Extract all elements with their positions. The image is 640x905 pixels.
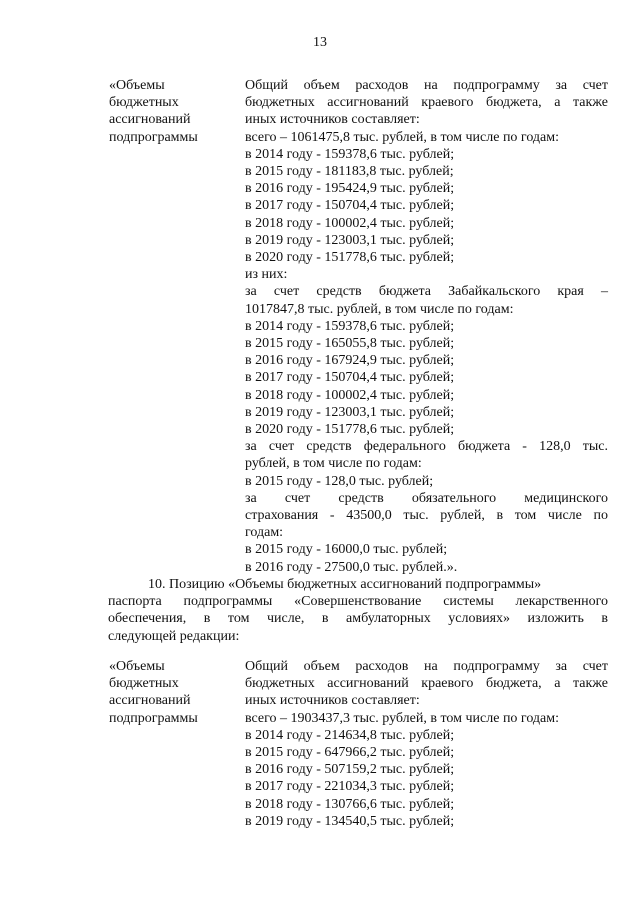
text-line: в 2015 году - 128,0 тыс. рублей; <box>245 473 434 489</box>
text-line: в 2020 году - 151778,6 тыс. рублей; <box>245 250 455 266</box>
text-line: иных источников составляет: <box>245 693 420 709</box>
text-line: в 2020 году - 151778,6 тыс. рублей; <box>245 422 455 438</box>
text-line: бюджетных <box>109 95 179 111</box>
section-label <box>109 77 229 146</box>
text-line: Общий объем расходов на подпрограмму за счет <box>245 78 608 93</box>
text-line: в 2017 году - 150704,4 тыс. рублей; <box>245 198 455 214</box>
text-line: в 2015 году - 647966,2 тыс. рублей; <box>245 745 455 761</box>
text-line: бюджетных ассигнований краевого бюджета, а также <box>245 95 608 111</box>
text-line: страхования - 43500,0 тыс. рублей, в том числе по <box>245 508 608 524</box>
section-label <box>109 658 229 727</box>
text-line: из них: <box>245 267 288 283</box>
paragraph-10 <box>108 576 608 645</box>
text-line: ассигнований <box>109 112 191 128</box>
text-line: в 2019 году - 134540,5 тыс. рублей; <box>245 813 455 829</box>
text-line: в 2017 году - 150704,4 тыс. рублей; <box>245 370 455 386</box>
text-line: «Объемы <box>109 659 165 674</box>
text-line: за счет средств бюджета Забайкальского края – <box>245 284 608 300</box>
text-line: всего – 1903437,3 тыс. рублей, в том числе по годам: <box>245 710 560 726</box>
section-content <box>245 658 608 830</box>
text-line: обеспечения, в том числе, в амбулаторных условиях» изложить в <box>108 611 608 627</box>
page-number: 13 <box>313 35 327 50</box>
text-line: в 2014 году - 159378,6 тыс. рублей; <box>245 318 455 334</box>
text-line: в 2015 году - 16000,0 тыс. рублей; <box>245 542 448 558</box>
text-line: в 2014 году - 214634,8 тыс. рублей; <box>245 727 455 743</box>
text-line: 1017847,8 тыс. рублей, в том числе по годам: <box>245 301 514 317</box>
text-line: в 2016 году - 27500,0 тыс. рублей.». <box>245 559 458 575</box>
text-line: в 2018 году - 130766,6 тыс. рублей; <box>245 796 455 812</box>
text-line: ассигнований <box>109 693 191 709</box>
text-line: в 2018 году - 100002,4 тыс. рублей; <box>245 215 455 231</box>
text-line: в 2018 году - 100002,4 тыс. рублей; <box>245 387 455 403</box>
text-line: «Объемы <box>109 78 165 93</box>
text-line: в 2016 году - 507159,2 тыс. рублей; <box>245 762 455 778</box>
text-line: в 2016 году - 167924,9 тыс. рублей; <box>245 353 455 369</box>
text-line: следующей редакции: <box>108 628 240 644</box>
text-line: подпрограммы <box>109 129 198 145</box>
text-line: за счет средств федерального бюджета - 128,0 тыс. <box>245 439 608 455</box>
text-line: в 2015 году - 181183,8 тыс. рублей; <box>245 164 454 180</box>
text-line: в 2019 году - 123003,1 тыс. рублей; <box>245 404 455 420</box>
text-line: Общий объем расходов на подпрограмму за счет <box>245 659 608 674</box>
text-line: в 2014 году - 159378,6 тыс. рублей; <box>245 146 455 162</box>
text-line: всего – 1061475,8 тыс. рублей, в том числе по годам: <box>245 129 560 145</box>
text-line: рублей, в том числе по годам: <box>245 456 422 472</box>
text-line: бюджетных ассигнований краевого бюджета, а также <box>245 676 608 692</box>
text-line: в 2016 году - 195424,9 тыс. рублей; <box>245 181 455 197</box>
section-content <box>245 77 608 576</box>
text-line: в 2019 году - 123003,1 тыс. рублей; <box>245 232 455 248</box>
text-line: в 2017 году - 221034,3 тыс. рублей; <box>245 779 455 795</box>
text-line: в 2015 году - 165055,8 тыс. рублей; <box>245 336 455 352</box>
text-line: за счет средств обязательного медицинского <box>245 490 608 506</box>
text-line: 10. Позицию «Объемы бюджетных ассигнований подпрограммы» <box>148 577 542 592</box>
text-line: иных источников составляет: <box>245 112 420 128</box>
text-line: подпрограммы <box>109 710 198 726</box>
text-line: паспорта подпрограммы «Совершенствование системы лекарственного <box>108 594 608 610</box>
text-line: годам: <box>245 525 284 541</box>
text-line: бюджетных <box>109 676 179 692</box>
